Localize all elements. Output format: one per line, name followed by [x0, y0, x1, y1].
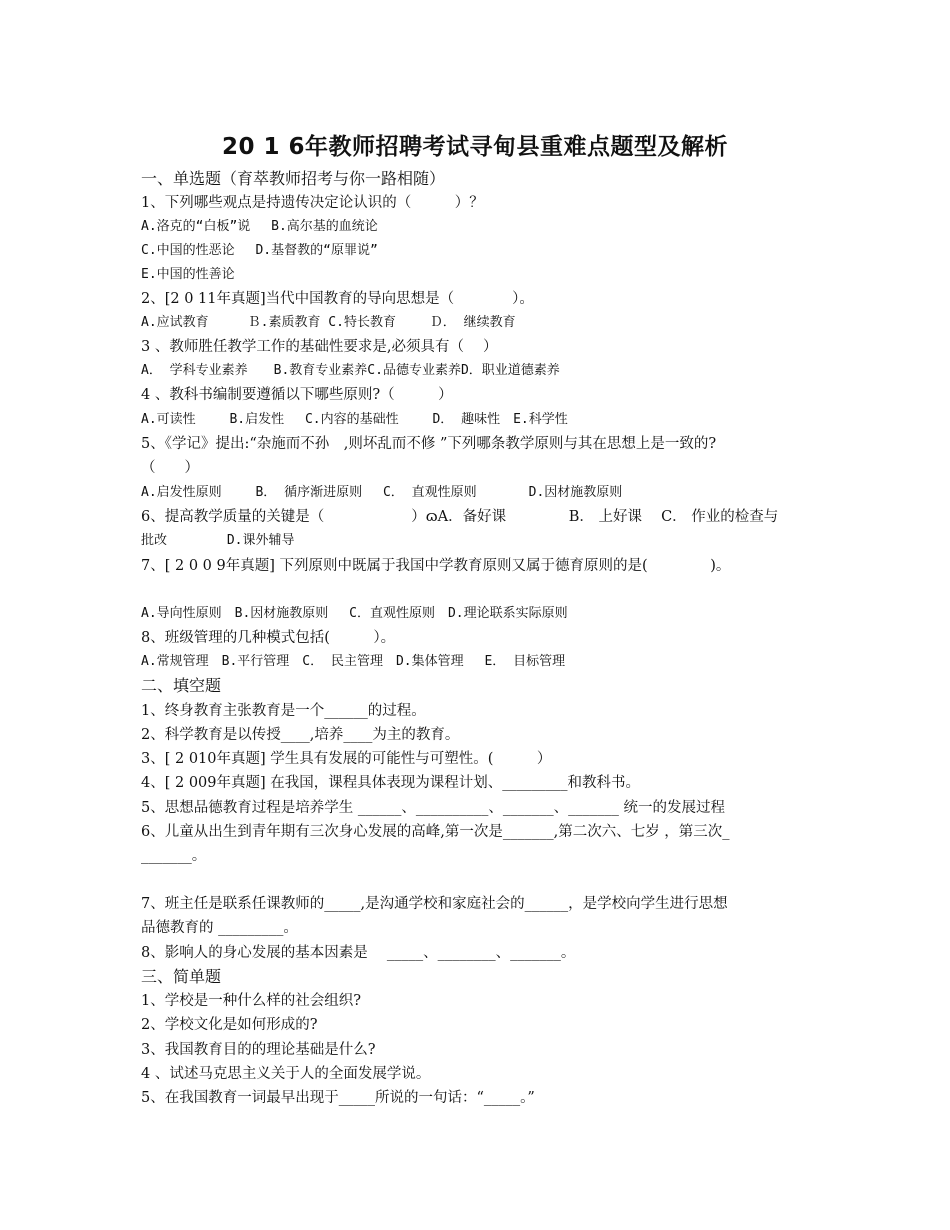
question-line-continued: _______。 [141, 848, 207, 864]
question-line: 6、提高教学质量的关键是（ ）ɷA．备好课 B． 上好课 C． 作业的检查与 [141, 509, 779, 525]
question-line: 1、终身教育主张教育是一个______的过程。 [141, 703, 426, 719]
question-line: 7、班主任是联系任课教师的_____,是沟通学校和家庭社会的______，是学校向学生进行思想 [141, 896, 728, 912]
option-line: E.中国的性善论 [141, 267, 235, 282]
question-line: 8、影响人的身心发展的基本因素是 _____、________、_______。 [141, 945, 576, 961]
section-heading-single-choice: 一、单选题（育萃教师招考与你一路相随） [141, 169, 446, 188]
question-line: 4 、试述马克思主义关于人的全面发展学说。 [141, 1066, 431, 1082]
question-line-continued: 品德教育的 _________。 [141, 920, 298, 936]
option-line: A.洛克的“白板”说 B.高尔基的血统论 [141, 219, 378, 234]
question-line: 6、儿童从出生到青年期有三次身心发展的高峰,第一次是_______,第二次六、七岁 ，第三次_ [141, 824, 730, 840]
question-line: 5、思想品德教育过程是培养学生 ______、__________、_______、_______ 统一的发展过程 [141, 800, 725, 816]
option-line: A.应试教育 Ｂ.素质教育 C.特长教育 Ｄ． 继续教育 [141, 315, 516, 330]
option-line: A． 学科专业素养 B.教育专业素养C.品德专业素养D．职业道德素养 [141, 363, 560, 378]
option-line: 批改 D.课外辅导 [141, 533, 295, 548]
question-line: 4、[ 2 009年真题] 在我国，课程具体表现为课程计划、_________和教科书。 [141, 775, 641, 791]
question-line: 3、我国教育目的的理论基础是什么? [141, 1042, 376, 1058]
section-heading-short-answer: 三、简单题 [141, 967, 222, 986]
option-line: A.启发性原则 B． 循序渐进原则 C． 直观性原则 D.因材施教原则 [141, 485, 623, 500]
option-line: A.常规管理 B.平行管理 C． 民主管理 D.集体管理 E． 目标管理 [141, 654, 566, 669]
page-title: 20 1 6年教师招聘考试寻甸县重难点题型及解析 [221, 134, 729, 160]
question-line: 3、[ 2 010年真题] 学生具有发展的可能性与可塑性。( ） [141, 751, 552, 767]
question-line-continued: （ ） [141, 460, 199, 476]
question-line: 1、学校是一种什么样的社会组织? [141, 993, 361, 1009]
option-line: A.可读性 B.启发性 C.内容的基础性 D． 趣味性 E.科学性 [141, 412, 568, 427]
question-line: 7、[ 2 0 0 9年真题] 下列原则中既属于我国中学教育原则又属于德育原则的是( )。 [141, 558, 731, 574]
question-line: 1、下列哪些观点是持遗传决定论认识的（ ）？ [141, 195, 484, 211]
question-line: 5、《学记》提出:“杂施而不孙 ,则坏乱而不修 ”下列哪条教学原则与其在思想上是一致的? [141, 436, 717, 452]
question-line: 3 、教师胜任教学工作的基础性要求是,必须具有（ ） [141, 339, 498, 355]
question-line: 2、[2 0 11年真题]当代中国教育的导向思想是（ ）。 [141, 291, 534, 307]
question-line: 2、学校文化是如何形成的? [141, 1017, 318, 1033]
question-line: 2、科学教育是以传授____,培养____为主的教育。 [141, 727, 460, 743]
question-line: 8、班级管理的几种模式包括( ）。 [141, 630, 396, 646]
question-line: 5、在我国教育一词最早出现于_____所说的一句话：“_____。” [141, 1090, 535, 1106]
section-heading-fill-blank: 二、填空题 [141, 676, 222, 695]
option-line: C.中国的性恶论 D.基督教的“原罪说” [141, 243, 378, 258]
option-line: A.导向性原则 B.因材施教原则 C．直观性原则 D.理论联系实际原则 [141, 606, 568, 621]
question-line: 4 、教科书编制要遵循以下哪些原则?（ ） [141, 387, 453, 403]
